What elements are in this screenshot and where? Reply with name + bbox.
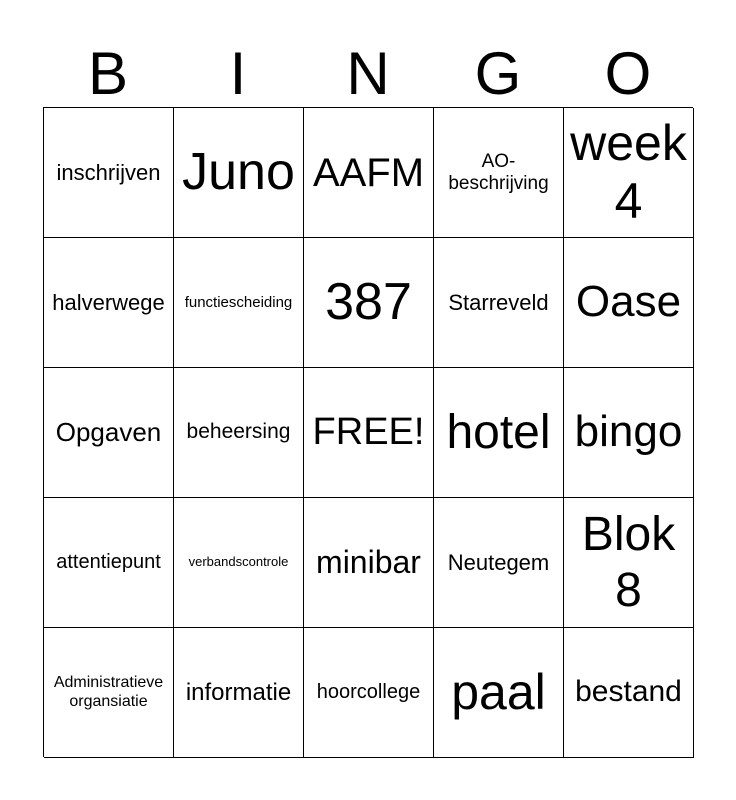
bingo-cell-label: hotel <box>446 405 551 459</box>
bingo-cell[interactable] <box>434 238 564 368</box>
bingo-grid <box>43 107 693 757</box>
bingo-cell-label: week 4 <box>570 115 687 229</box>
bingo-cell[interactable] <box>304 628 434 758</box>
bingo-cell-label: paal <box>451 663 546 720</box>
header-letter-g: G <box>474 40 522 107</box>
bingo-cell-label: attentiepunt <box>56 551 161 573</box>
bingo-cell[interactable] <box>174 238 304 368</box>
bingo-cell-label: Opgaven <box>55 416 162 447</box>
bingo-cell-label: Administratieve organsiatie <box>53 674 164 710</box>
bingo-cell[interactable] <box>564 628 694 758</box>
header-letter-n: N <box>346 40 390 107</box>
bingo-cell-label: beheersing <box>186 420 291 444</box>
bingo-cell-label: informatie <box>185 678 292 706</box>
bingo-cell-label: FREE! <box>312 410 425 453</box>
bingo-cell[interactable] <box>44 628 174 758</box>
bingo-cell[interactable] <box>44 238 174 368</box>
bingo-cell-label: bestand <box>575 675 682 709</box>
bingo-cell-label: Oase <box>575 277 682 327</box>
bingo-header <box>43 40 693 108</box>
bingo-cell-label: Starreveld <box>448 289 549 315</box>
bingo-cell-label: bingo <box>574 407 683 457</box>
bingo-cell[interactable] <box>434 368 564 498</box>
bingo-cell-label: verbandscontrole <box>188 554 289 570</box>
bingo-cell[interactable] <box>304 238 434 368</box>
bingo-cell[interactable] <box>304 108 434 238</box>
bingo-cell[interactable] <box>304 368 434 498</box>
bingo-cell-label: minibar <box>316 544 421 581</box>
bingo-cell[interactable] <box>44 368 174 498</box>
header-letter-i: I <box>229 40 247 107</box>
bingo-cell[interactable] <box>564 108 694 238</box>
bingo-cell[interactable] <box>174 628 304 758</box>
bingo-cell-label: hoorcollege <box>316 681 421 703</box>
bingo-cell[interactable] <box>304 498 434 628</box>
bingo-cell[interactable] <box>564 368 694 498</box>
bingo-cell[interactable] <box>174 108 304 238</box>
bingo-cell-label: halverwege <box>52 289 165 315</box>
bingo-cell[interactable] <box>44 498 174 628</box>
bingo-cell[interactable] <box>434 628 564 758</box>
header-letter-b: B <box>87 40 129 107</box>
bingo-cell-label: Neutegem <box>447 549 550 575</box>
bingo-cell-label: Juno <box>182 142 295 201</box>
bingo-cell-label: functiescheiding <box>184 293 293 311</box>
bingo-cell-label: Blok 8 <box>581 508 676 617</box>
bingo-cell-label: inschrijven <box>56 159 161 185</box>
bingo-cell[interactable] <box>174 498 304 628</box>
header-letter-o: O <box>604 40 652 107</box>
bingo-cell[interactable] <box>44 108 174 238</box>
bingo-cell[interactable] <box>434 108 564 238</box>
bingo-cell[interactable] <box>174 368 304 498</box>
bingo-cell-label: 387 <box>325 272 412 331</box>
bingo-cell[interactable] <box>564 238 694 368</box>
bingo-cell[interactable] <box>564 498 694 628</box>
bingo-cell[interactable] <box>434 498 564 628</box>
bingo-cell-label: AAFM <box>312 150 425 195</box>
bingo-cell-label: AO-beschrijving <box>448 150 549 194</box>
